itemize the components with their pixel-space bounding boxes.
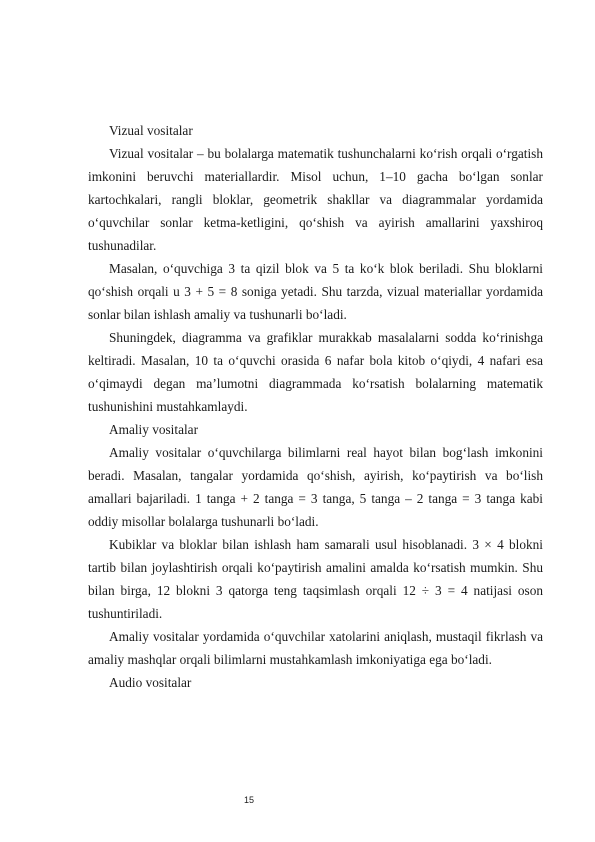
paragraph: Vizual vositalar – bu bolalarga matematik tushunchalarni ko‘rish orqali o‘rgatish imkonini beruvchi materiallardir. Misol uchun, 1–10 gacha bo‘lgan sonlar kartochkalari, rangli bloklar, geometrik shakllar va diagrammalar yordamida o‘quvchilar sonlar ketma-ketligini, qo‘shish va ayirish amallarini yaxshiroq tushunadilar. [88, 146, 543, 253]
document-page [88, 119, 543, 694]
section-heading-audio: Audio vositalar [109, 675, 192, 690]
paragraph: Amaliy vositalar o‘quvchilarga bilimlarni real hayot bilan bog‘lash imkonini beradi. Masalan, tangalar yordamida qo‘shish, ayirish, ko‘paytirish va bo‘lish amallari bajariladi. 1 tanga + 2 tanga = 3 tanga, 5 tanga – 2 tanga = 3 tanga kabi oddiy misollar bolalarga tushunarli bo‘ladi. [88, 445, 543, 529]
paragraph: Shuningdek, diagramma va grafiklar murakkab masalalarni sodda ko‘rinishga keltiradi. Masalan, 10 ta o‘quvchi orasida 6 nafar bola kitob o‘qiydi, 4 nafari esa o‘qimaydi degan ma’lumotni diagrammada ko‘rsatish bolalarning matematik tushunishini mustahkamlaydi. [88, 330, 543, 414]
paragraph: Masalan, o‘quvchiga 3 ta qizil blok va 5 ta ko‘k blok beriladi. Shu bloklarni qo‘shish orqali u 3 + 5 = 8 soniga yetadi. Shu tarzda, vizual materiallar yordamida sonlar bilan ishlash amaliy va tushunarli bo‘ladi. [88, 261, 543, 322]
page-number: 15 [243, 795, 254, 805]
paragraph: Kubiklar va bloklar bilan ishlash ham samarali usul hisoblanadi. 3 × 4 blokni tartib bilan joylashtirish orqali ko‘paytirish amalini amalda ko‘rsatish mumkin. Shu bilan birga, 12 blokni 3 qatorga teng taqsimlash orqali 12 ÷ 3 = 4 natijasi oson tushuntiriladi. [88, 537, 543, 621]
section-heading-practical: Amaliy vositalar [109, 422, 198, 437]
section-heading-visual: Vizual vositalar [109, 123, 193, 138]
paragraph: Amaliy vositalar yordamida o‘quvchilar xatolarini aniqlash, mustaqil fikrlash va amaliy mashqlar orqali bilimlarni mustahkamlash imkoniyatiga ega bo‘ladi. [88, 629, 543, 667]
